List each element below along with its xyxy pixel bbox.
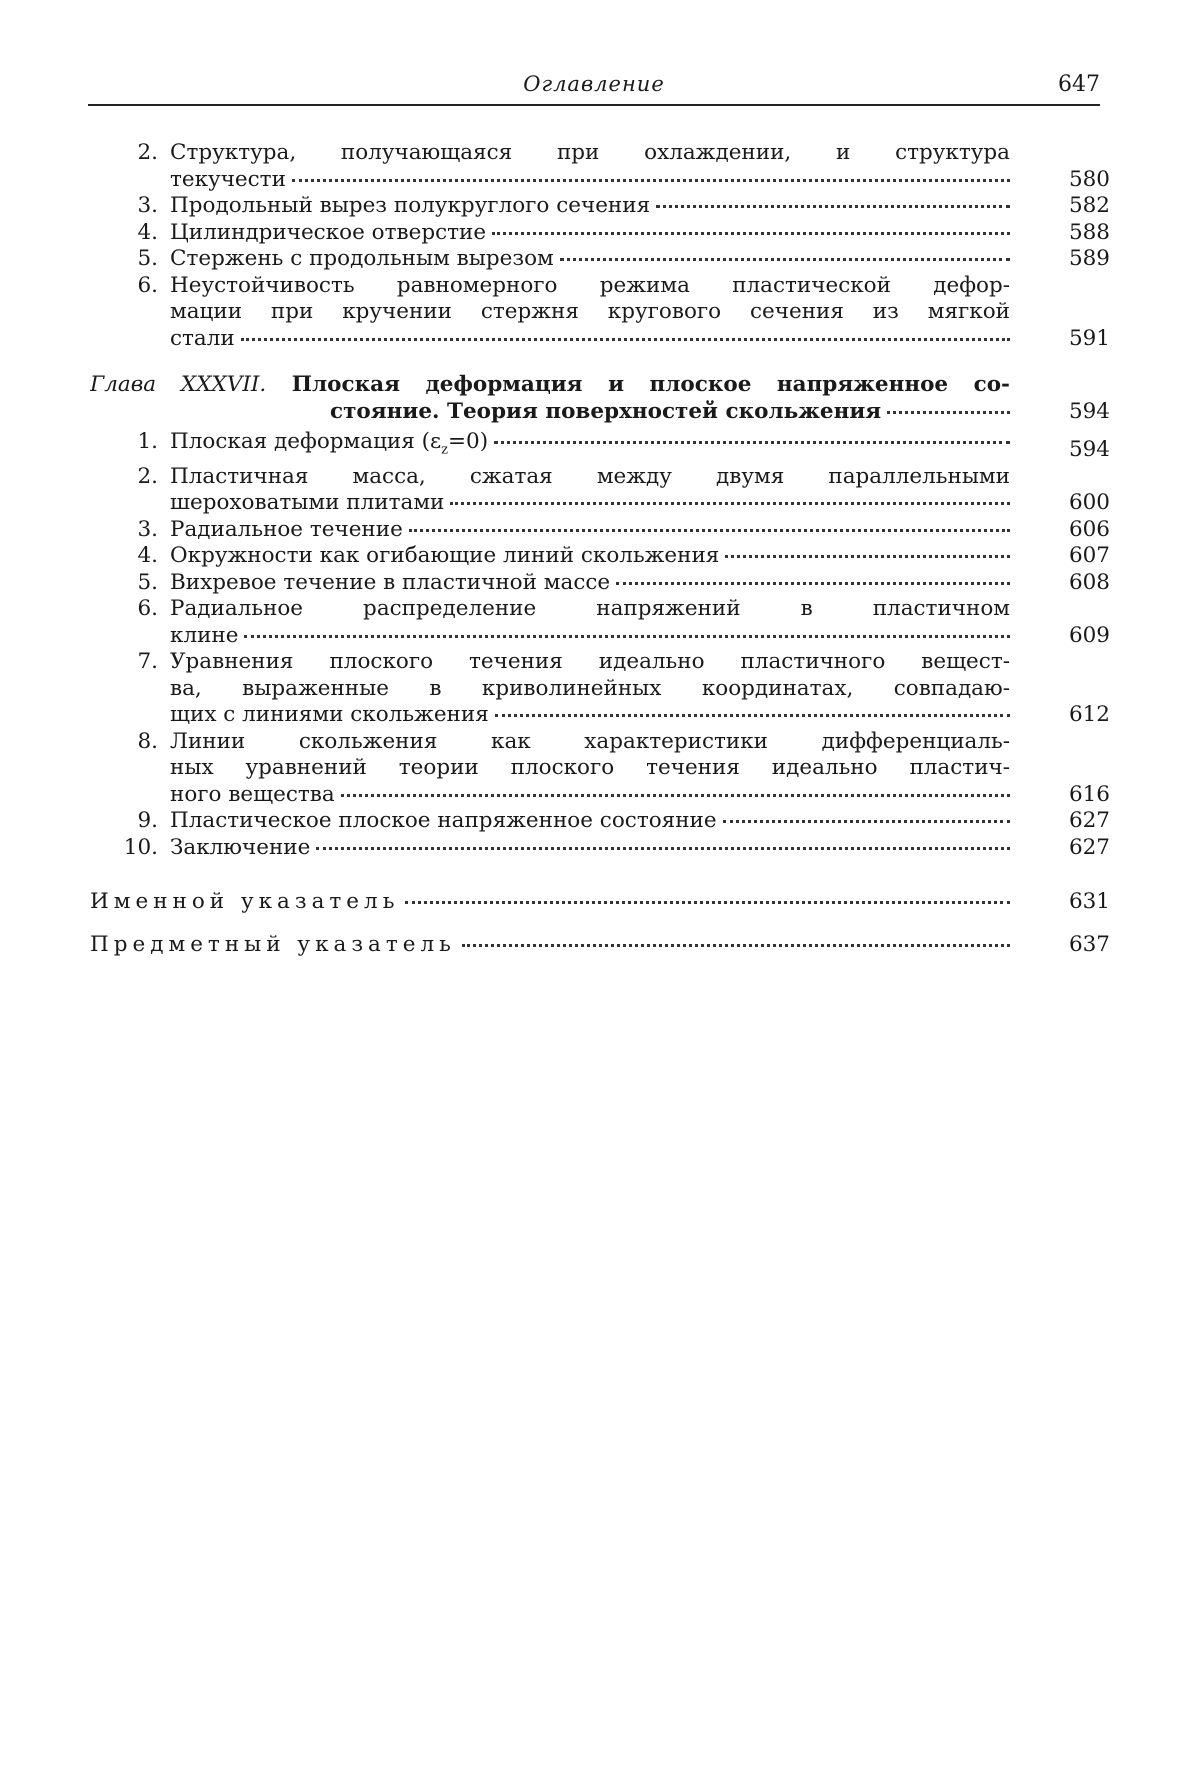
toc-entry-page: 594 — [1068, 437, 1110, 463]
index-page: 637 — [1068, 931, 1110, 957]
dot-leader — [560, 258, 1010, 261]
toc-entry-page: 591 — [1068, 325, 1110, 351]
index-title: Именной указатель — [90, 889, 400, 915]
toc-entry-line: шероховатыми плитами — [170, 490, 445, 516]
toc-entry-page: 589 — [1068, 246, 1110, 271]
toc-entry-number: 8. — [137, 728, 158, 754]
toc-entry-page: 627 — [1068, 808, 1110, 834]
toc-entry-line: Пластичная масса, сжатая между двумя параллельными — [170, 463, 1010, 489]
toc-entry-number: 7. — [137, 649, 158, 675]
table-of-contents — [0, 140, 1200, 958]
toc-entry-page: 609 — [1068, 622, 1110, 648]
toc-entry — [137, 272, 1110, 353]
toc-entry-line: ных уравнений теории плоского течения идеально пластич- — [170, 755, 1010, 781]
dot-leader — [887, 411, 1010, 414]
toc-entry — [137, 140, 1110, 193]
toc-entry-page: 600 — [1068, 490, 1110, 516]
toc-entry-line: Цилиндрическое отверстие — [170, 219, 487, 245]
toc-entry-line: мации при кручении стержня кругового сечения из мягкой — [170, 299, 1010, 324]
toc-entry-page: 588 — [1068, 219, 1110, 245]
toc-entry — [137, 596, 1110, 649]
toc-entry-line: Пластическое плоское напряженное состояние — [170, 808, 717, 834]
toc-entry-number: 4. — [137, 543, 158, 569]
index-entry-names — [90, 889, 1110, 916]
dot-leader — [292, 179, 1010, 182]
toc-entry-number: 2. — [137, 463, 158, 489]
toc-entry-page: 627 — [1068, 834, 1110, 860]
toc-entry — [137, 193, 1110, 220]
toc-entry-line: Окружности как огибающие линий скольжения — [170, 543, 720, 569]
toc-entry — [137, 246, 1110, 273]
dot-leader — [450, 502, 1010, 505]
toc-entry-page: 616 — [1068, 781, 1110, 807]
dot-leader — [495, 714, 1010, 717]
toc-entry-line: Структура, получающаяся при охлаждении, и структура — [170, 140, 1010, 165]
index-page: 631 — [1068, 889, 1110, 915]
toc-entry-line: клине — [170, 622, 239, 648]
toc-entry-line: Плоская деформация $(\varepsilon_z=0)$ — [170, 429, 489, 458]
chapter-page: 594 — [1068, 398, 1110, 424]
chapter-title-line: стояние. Теория поверхностей скольжения — [330, 398, 882, 424]
toc-entry — [137, 569, 1110, 597]
chapter-title-line: Плоская деформация и плоское напряженное со- — [291, 372, 1010, 397]
dot-leader — [462, 944, 1010, 947]
toc-entry-number: 3. — [137, 516, 158, 542]
dot-leader — [492, 232, 1010, 235]
dot-leader — [616, 582, 1010, 585]
toc-entry-number: 2. — [137, 140, 158, 165]
toc-entry-number: 6. — [137, 596, 158, 622]
chapter-label: Глава XXXVII. — [90, 372, 267, 397]
index-title: Предметный указатель — [90, 931, 456, 957]
toc-entry-number: 5. — [137, 246, 158, 271]
toc-entry-line: Линии скольжения как характеристики дифференциаль- — [170, 728, 1010, 754]
toc-entry-line: щих с линиями скольжения — [170, 702, 489, 728]
dot-leader — [316, 847, 1010, 850]
toc-entry-line: Уравнения плоского течения идеально пластичного вещест- — [170, 649, 1010, 675]
running-head — [88, 70, 1100, 106]
toc-entry-number: 9. — [137, 808, 158, 834]
toc-entry-line: Продольный вырез полукруглого сечения — [170, 193, 651, 218]
toc-entry-line: Заключение — [170, 834, 311, 860]
toc-entry-number: 10. — [123, 834, 158, 860]
toc-entry-line: стали — [170, 325, 235, 351]
toc-entry-line: ва, выраженные в криволинейных координатах, совпадаю- — [170, 675, 1010, 701]
toc-entry-page: 582 — [1068, 193, 1110, 218]
toc-entry — [123, 834, 1110, 862]
toc-entry-number: 5. — [137, 569, 158, 595]
toc-entry — [137, 516, 1110, 544]
dot-leader — [244, 635, 1010, 638]
toc-entry — [137, 649, 1110, 729]
toc-entry — [137, 429, 1110, 464]
toc-entry — [137, 808, 1110, 835]
toc-entry-line: ного вещества — [170, 781, 335, 807]
toc-entry-number: 1. — [137, 429, 158, 454]
toc-entry-page: 607 — [1068, 543, 1110, 569]
toc-entry — [137, 463, 1110, 517]
toc-entry-page: 612 — [1068, 702, 1110, 728]
toc-entry-line: Неустойчивость равномерного режима пластической дефор- — [170, 272, 1010, 298]
toc-entry-number: 4. — [137, 219, 158, 245]
dot-leader — [723, 820, 1010, 823]
toc-entry-line: Радиальное течение — [170, 516, 403, 542]
dot-leader — [405, 901, 1010, 904]
dot-leader — [341, 794, 1010, 797]
dot-leader — [409, 529, 1010, 532]
page-number: 647 — [1058, 72, 1100, 97]
dot-leader — [494, 441, 1010, 444]
dot-leader — [241, 338, 1010, 341]
chapter-heading — [90, 372, 1110, 425]
toc-entry-line: Вихревое течение в пластичной массе — [170, 569, 611, 595]
dot-leader — [656, 205, 1010, 208]
toc-entry-page: 606 — [1068, 516, 1110, 542]
dot-leader — [725, 555, 1010, 558]
toc-entry — [137, 728, 1110, 809]
toc-entry-line: Радиальное распределение напряжений в пластичном — [170, 596, 1010, 622]
toc-entry-line: текучести — [170, 166, 286, 192]
toc-entry-page: 580 — [1068, 166, 1110, 192]
toc-entry-page: 608 — [1068, 569, 1110, 595]
toc-entry-number: 3. — [137, 193, 158, 218]
index-entry-subjects — [90, 931, 1110, 959]
toc-entry — [137, 219, 1110, 247]
toc-entry-number: 6. — [137, 272, 158, 298]
toc-entry — [137, 543, 1110, 570]
toc-entry-line: Стержень с продольным вырезом — [170, 246, 554, 271]
running-head-title: Оглавление — [523, 72, 665, 96]
